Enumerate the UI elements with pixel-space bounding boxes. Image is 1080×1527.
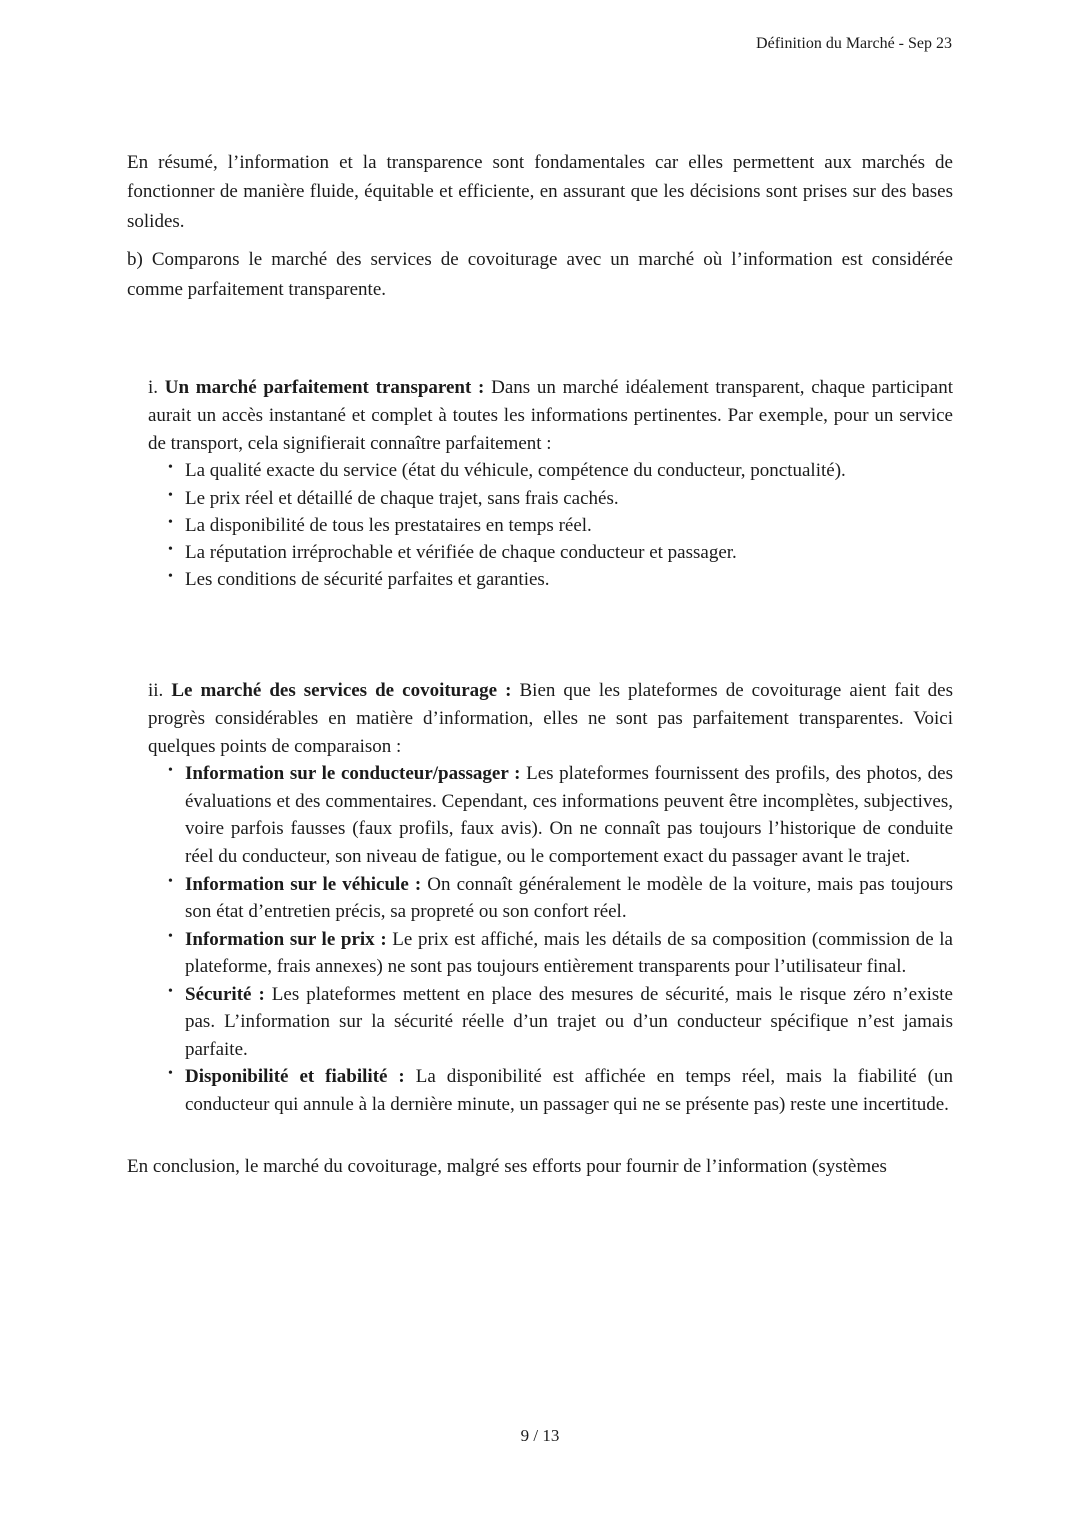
list-item	[168, 1063, 954, 1118]
list-item-term: Sécurité :	[185, 983, 265, 1005]
list-item	[168, 871, 953, 926]
list-item	[168, 457, 953, 484]
paragraph-question-b: b) Comparons le marché des services de covoiturage avec un marché où l’information est considérée comme parfaitement transparente.	[127, 249, 953, 300]
bullet-icon: •	[168, 514, 173, 530]
list-item-text: La disponibilité est affichée en temps réel, mais la fiabilité (un conducteur qui annule à la dernière minute, un passager qui ne se présente pas) reste une incertitude.	[185, 1066, 954, 1115]
section-ii-text: Bien que les plateformes de covoiturage aient fait des progrès considérables en matière d’information, elles ne sont pas parfaitement transparentes. Voici quelques points de comparaison :	[148, 680, 954, 757]
list-item-text: Le prix est affiché, mais les détails de sa composition (commission de la plateforme, frais annexes) ne sont pas toujours entièrement transparents pour l’utilisateur final.	[185, 928, 953, 978]
list-item-term: Disponibilité et fiabilité :	[185, 1066, 405, 1088]
paragraph-summary: En résumé, l’information et la transparence sont fondamentales car elles permettent aux marchés de fonctionner de manière fluide, équitable et efficiente, en assurant que les décisions sont prises sur des bases solides.	[127, 152, 953, 232]
list-item	[168, 485, 953, 512]
bullet-icon: •	[168, 569, 173, 585]
transparent-market-list	[127, 457, 953, 593]
list-item-text: La qualité exacte du service (état du véhicule, compétence du conducteur, ponctualité).	[185, 460, 846, 482]
list-item	[168, 926, 953, 981]
list-item-text: Les plateformes mettent en place des mesures de sécurité, mais le risque zéro n’existe pas. L’information sur la sécurité réelle d’un trajet ou d’un conducteur spécifique n’est jamais parfaite.	[185, 983, 953, 1060]
bullet-icon: •	[168, 928, 173, 944]
section-i-transparent-market	[148, 374, 953, 457]
bullet-icon: •	[168, 487, 173, 503]
list-item	[168, 539, 953, 566]
page-footer	[0, 1426, 1080, 1446]
bullet-icon: •	[168, 1066, 173, 1082]
header-title: Définition du Marché - Sep 23	[756, 35, 952, 52]
list-item-term: Information sur le conducteur/passager :	[185, 763, 521, 785]
paragraph-conclusion: En conclusion, le marché du covoiturage, malgré ses efforts pour fournir de l’information (systèmes	[127, 1156, 887, 1178]
bullet-icon: •	[168, 460, 173, 476]
section-ii-title: Le marché des services de covoiturage :	[171, 680, 512, 702]
list-item-text: Le prix réel et détaillé de chaque trajet, sans frais cachés.	[185, 487, 619, 509]
list-item-text: La disponibilité de tous les prestataires en temps réel.	[185, 514, 592, 536]
section-i-title: Un marché parfaitement transparent :	[164, 377, 485, 399]
bullet-icon: •	[168, 873, 173, 889]
list-item-text: La réputation irréprochable et vérifiée de chaque conducteur et passager.	[185, 541, 737, 563]
list-item-text: On connaît généralement le modèle de la voiture, mais pas toujours son état d’entretien précis, sa propreté ou son confort réel.	[185, 873, 953, 923]
list-item-text: Les conditions de sécurité parfaites et garanties.	[185, 569, 550, 591]
list-item-term: Information sur le prix :	[185, 928, 387, 950]
covoiturage-comparison-list	[127, 760, 953, 1118]
section-ii-prefix: ii.	[148, 680, 172, 702]
list-item	[168, 566, 953, 593]
bullet-icon: •	[168, 763, 173, 779]
list-item	[168, 981, 953, 1064]
section-ii-covoiturage-market	[148, 677, 953, 760]
list-item	[168, 512, 953, 539]
page-content	[127, 0, 953, 1182]
bullet-icon: •	[168, 541, 173, 557]
section-i-text: Dans un marché idéalement transparent, chaque participant aurait un accès instantané et complet à toutes les informations pertinentes. Par exemple, pour un service de transport, cela signifierait connaître parfaitement :	[148, 377, 954, 454]
list-item	[168, 760, 954, 870]
list-item-text: Les plateformes fournissent des profils, des photos, des évaluations et des commentaires. Cependant, ces informations peuvent être incomplètes, subjectives, voire parfois fausses (faux profils, faux avis). On ne connaît pas toujours l’historique de conduite réel du conducteur, son niveau de fatigue, ou le comportement exact du passager avant le trajet.	[185, 763, 954, 868]
page-number: 9 / 13	[520, 1426, 560, 1445]
list-item-term: Information sur le véhicule :	[185, 873, 422, 895]
section-i-prefix: i.	[148, 377, 165, 399]
bullet-icon: •	[168, 983, 173, 999]
